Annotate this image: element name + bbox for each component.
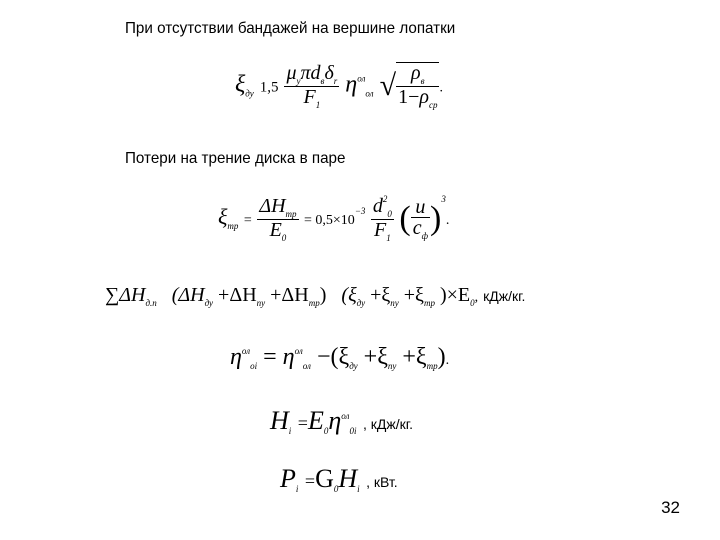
eq4-term-2: пу xyxy=(387,361,397,371)
equation-xi-dy: $\xi_{ду}$ 1,5 $\frac{\mu_у\pi d_в\delta_r}{F_1}$ $\eta^{ол}_{ол}$ √ $\frac{\rho_в}{1-\rho_{ср}}$ . xyxy=(235,61,443,110)
eq3-rhs-sub-1: ду xyxy=(356,298,366,308)
eq6-H-sub: i xyxy=(357,484,360,494)
eq3-rhs-start: (ξ xyxy=(341,284,357,306)
eq1-fraction xyxy=(284,63,339,110)
page-number: 32 xyxy=(661,498,680,517)
eq1-rho-num-sub: в xyxy=(420,76,425,86)
eq3-rhs-sub-2: пу xyxy=(390,298,399,308)
eq1-eta-sup: ол xyxy=(357,73,366,84)
eq2-d: d xyxy=(372,195,383,217)
eq2-lhs: ξ xyxy=(218,204,228,230)
eq5-eta-sub: 0i xyxy=(349,426,357,436)
eq1-mu: μ xyxy=(286,61,297,84)
eq1-rho-den: ρ xyxy=(419,86,429,108)
eq3-tail: )×E xyxy=(439,284,471,306)
eq1-F-sub: 1 xyxy=(315,99,321,110)
eq1-one-minus: 1− xyxy=(398,86,420,108)
eq4-term-1: ду xyxy=(349,361,358,371)
equation-xi-tr: $\xi_{тр}$ = $\frac{\Delta H_{тр}}{E_0}$ = $0,5\times 10^{-3}$ $\frac{d^2_0}{F_1}$ ( $\frac{u}{c_ф}$ )$^3$. xyxy=(218,194,450,243)
eq6-G: G xyxy=(315,464,334,493)
eq2-F: F xyxy=(374,219,387,241)
eq2-coef: = 0,5×10 xyxy=(304,213,355,229)
eq3-mid-sub-3: тр xyxy=(308,298,320,308)
eq1-eta-sub: ол xyxy=(365,88,374,99)
eq2-dH: ΔH xyxy=(259,194,286,217)
eq1-delta: δ xyxy=(324,61,334,84)
eq2-F-sub: 1 xyxy=(386,233,391,243)
eq1-rho-num: ρ xyxy=(410,62,421,84)
eq2-c-sub: ф xyxy=(421,231,428,241)
eq1-coef: 1,5 xyxy=(259,79,279,96)
eq2-power: 3 xyxy=(441,194,446,205)
eq2-u: u xyxy=(415,196,426,218)
eq5-lhs-sub: i xyxy=(288,426,292,436)
eq2-d-sub: 0 xyxy=(387,209,392,219)
eq2-coef-sup: −3 xyxy=(354,206,366,217)
eq3-unit: кДж/кг. xyxy=(483,288,526,304)
eq4-lhs: η xyxy=(230,344,242,370)
eq1-lhs-sub: ду xyxy=(245,88,254,99)
heading-disk-friction: Потери на трение диска в паре xyxy=(125,150,346,167)
eq5-eta-sup: ол xyxy=(341,411,350,421)
eq2-fraction-velocity xyxy=(411,197,430,241)
eq4-rhs-sup: ол xyxy=(294,346,303,356)
eq1-eta: η xyxy=(345,71,358,98)
eq2-fraction-loss xyxy=(257,196,298,243)
eq1-pid: πd xyxy=(300,61,321,84)
equation-eta-oi: $\eta^{ол}_{оi} = \eta^{ол}_{ол} -(\xi_{ду} +\xi_{пу} +\xi_{тр})$. xyxy=(230,344,450,371)
eq4-rhs-sub: ол xyxy=(302,361,311,371)
eq1-lhs: ξ xyxy=(235,71,246,98)
eq5-E-sub: 0 xyxy=(323,426,329,436)
equation-p-i: $P_i =G_0H_i$ , кВт. xyxy=(280,464,398,494)
eq6-H: H xyxy=(338,464,358,493)
eq6-unit: , кВт. xyxy=(366,474,398,490)
eq3-lhs: ∑ΔH xyxy=(105,284,146,306)
eq4-lhs-sub: оi xyxy=(250,361,258,371)
eq4-lhs-sup: ол xyxy=(241,346,251,356)
eq2-E: E xyxy=(269,218,282,241)
eq2-fraction-geom xyxy=(371,195,394,243)
eq3-mid-sub-2: пу xyxy=(256,298,266,308)
equation-sum-losses: $\sum\Delta H_{д.п}$ $(\Delta H_{ду} +\Delta H_{пу} +\Delta H_{тр})$ ($\xi_{ду} +\xi_{пу} +\xi_{тр}$ )$\times E_0$, кДж/кг. xyxy=(105,284,526,308)
eq1-rho-den-sub: ср xyxy=(428,100,438,110)
eq2-d-sup: 2 xyxy=(382,194,388,204)
eq4-term-3: тр xyxy=(426,361,438,371)
equation-h-i: $H_i =E_0\eta^{ол}_{0i}$ , кДж/кг. xyxy=(270,406,414,436)
eq3-rhs-sub-3: тр xyxy=(423,298,435,308)
heading-no-bandage: При отсутствии бандажей на вершине лопатки xyxy=(125,20,456,37)
eq1-sqrt-fraction xyxy=(396,62,439,110)
eq3-mid-start: (ΔH xyxy=(171,284,205,306)
eq3-tail-sub: 0 xyxy=(470,298,475,308)
eq5-lhs: H xyxy=(270,406,289,435)
eq5-unit: , кДж/кг. xyxy=(362,416,414,432)
eq1-d-sub: в xyxy=(320,75,325,86)
eq1-mu-sub: у xyxy=(296,75,301,86)
eq3-mid-sub-1: ду xyxy=(204,298,214,308)
eq2-lhs-sub: тр xyxy=(227,221,239,232)
eq2-E-sub: 0 xyxy=(281,232,287,243)
eq5-E: E xyxy=(307,406,324,435)
eq3-lhs-sub: д.п xyxy=(145,298,157,308)
eq2-c: c xyxy=(412,217,422,239)
eq1-F: F xyxy=(303,85,316,108)
eq6-lhs-sub: i xyxy=(295,484,299,494)
eq5-eta: η xyxy=(328,406,342,435)
eq4-rhs: η xyxy=(282,344,295,370)
eq6-G-sub: 0 xyxy=(333,484,339,494)
eq2-dH-sub: тр xyxy=(285,208,297,219)
eq1-delta-sub: r xyxy=(333,75,338,86)
eq6-lhs: P xyxy=(280,464,296,493)
